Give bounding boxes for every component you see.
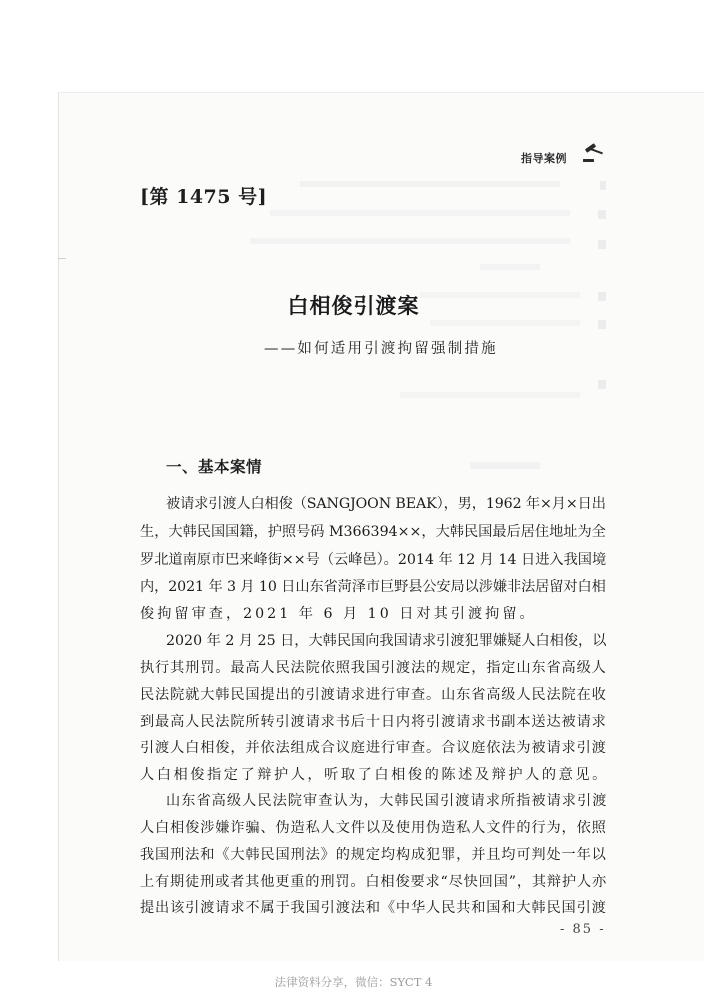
body-line: 提出该引渡请求不属于我国引渡法和《中华人民共和国和大韩民国引渡 bbox=[140, 900, 607, 916]
case-number: [第 1475 号] bbox=[140, 186, 268, 208]
body-line: 内，2021 年 3 月 10 日山东省菏泽市巨野县公安局以涉嫌非法居留对白相 bbox=[140, 579, 606, 595]
margin-mark bbox=[58, 258, 66, 259]
body-line: 我国刑法和《大韩民国刑法》的规定均构成犯罪，并且均可判处一年以 bbox=[140, 847, 607, 863]
running-header-label: 指导案例 bbox=[521, 152, 567, 165]
gavel-icon bbox=[581, 140, 605, 164]
section-heading: 一、基本案情 bbox=[166, 458, 263, 476]
body-line: 人白相俊指定了辩护人，听取了白相俊的陈述及辩护人的意见。 bbox=[140, 767, 609, 783]
body-line: 到最高人民法院所转引渡请求书后十日内将引渡请求书副本送达被请求 bbox=[140, 714, 607, 730]
body-line: 执行其刑罚。最高人民法院依照我国引渡法的规定，指定山东省高级人 bbox=[140, 660, 607, 676]
page-subtitle: ——如何适用引渡拘留强制措施 bbox=[264, 341, 498, 357]
page-title: 白相俊引渡案 bbox=[287, 293, 420, 318]
body-line: 被请求引渡人白相俊（SANGJOON BEAK），男，1962 年×月×日出 bbox=[166, 496, 606, 512]
body-line: 俊拘留审查，2021 年 6 月 10 日对其引渡拘留。 bbox=[140, 606, 537, 622]
body-line: 2020 年 2 月 25 日，大韩民国向我国请求引渡犯罪嫌疑人白相俊，以 bbox=[166, 633, 607, 649]
body-line: 上有期徒刑或者其他更重的刑罚。白相俊要求“尽快回国”，其辩护人亦 bbox=[140, 874, 607, 890]
body-line: 山东省高级人民法院审查认为，大韩民国引渡请求所指被请求引渡 bbox=[166, 793, 608, 809]
footer-watermark: 法律资料分享，微信：SYCT 4 bbox=[274, 975, 433, 989]
body-line: 引渡人白相俊，并依法组成合议庭进行审查。合议庭依法为被请求引渡 bbox=[140, 740, 607, 756]
page-number: - 85 - bbox=[560, 922, 606, 937]
body-line: 罗北道南原市巴来峰街××号（云峰邑）。2014 年 12 月 14 日进入我国境 bbox=[140, 552, 607, 568]
body-line: 民法院就大韩民国提出的引渡请求进行审查。山东省高级人民法院在收 bbox=[140, 687, 607, 703]
body-line: 人白相俊涉嫌诈骗、伪造私人文件以及使用伪造私人文件的行为，依照 bbox=[140, 820, 607, 836]
body-line: 生，大韩民国国籍，护照号码 M366394××，大韩民国最后居住地址为全 bbox=[140, 524, 606, 540]
